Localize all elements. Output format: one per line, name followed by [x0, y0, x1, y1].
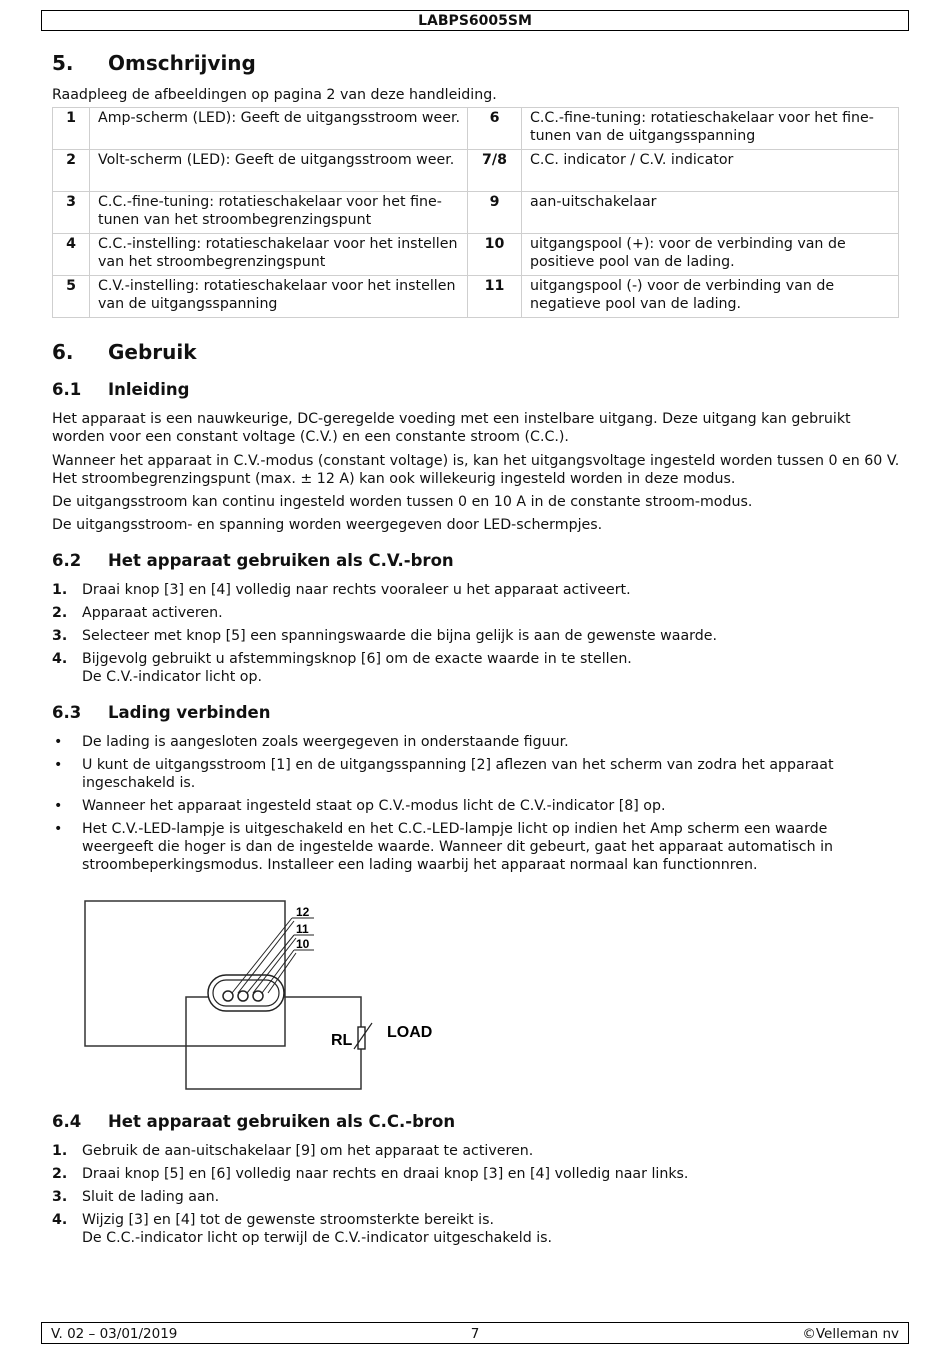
- rl-label: RL: [331, 1032, 353, 1049]
- item-description: C.C. indicator / C.V. indicator: [522, 150, 899, 192]
- step-text: Bijgevolg gebruikt u afstemmingsknop [6] om de exacte waarde in te stellen.: [82, 651, 632, 667]
- list-item: [52, 733, 902, 751]
- bullet-icon: •: [54, 821, 63, 837]
- step-text: Selecteer met knop [5] een spanningswaarde die bijna gelijk is aan de gewenste waarde.: [82, 628, 717, 644]
- paragraph: Het apparaat is een nauwkeurige, DC-geregelde voeding met een instelbare uitgang. Deze uitgang kan gebruikt worden voor een constant voltage (C.V.) en een constante stroom (C.C.).: [52, 411, 851, 445]
- step-number: 3.: [52, 1189, 68, 1205]
- table-row: [53, 150, 899, 192]
- subsection-title: Inleiding: [108, 380, 190, 399]
- subsection-number: 6.1: [52, 380, 82, 399]
- list-item: [52, 820, 902, 874]
- item-number: 6: [468, 108, 522, 150]
- step-number: 1.: [52, 582, 68, 598]
- paragraph: De uitgangsstroom kan continu ingesteld worden tussen 0 en 10 A in de constante stroom-modus.: [52, 494, 753, 510]
- version-date: V. 02 – 03/01/2019: [51, 1326, 178, 1342]
- step-text-continued: De C.V.-indicator licht op.: [82, 669, 262, 685]
- item-description: uitgangspool (-) voor de verbinding van de negatieve pool van de lading.: [522, 276, 899, 318]
- subsection-title: Het apparaat gebruiken als C.V.-bron: [108, 551, 454, 570]
- step-text: Apparaat activeren.: [82, 605, 223, 621]
- step-text: Sluit de lading aan.: [82, 1189, 220, 1205]
- subsection-number: 6.4: [52, 1112, 82, 1131]
- page-number: 7: [470, 1326, 480, 1342]
- table-row: [53, 234, 899, 276]
- item-description: C.V.-instelling: rotatieschakelaar voor het instellen van de uitgangsspanning: [90, 276, 468, 318]
- list-item: [52, 1211, 902, 1247]
- table-row: [53, 108, 899, 150]
- label-12: 12: [296, 905, 310, 919]
- page-header: [41, 10, 909, 31]
- section-6-heading: [52, 340, 197, 364]
- page-footer: [41, 1322, 909, 1344]
- subsection-number: 6.2: [52, 551, 82, 570]
- item-number: 4: [53, 234, 90, 276]
- item-number: 10: [468, 234, 522, 276]
- document-title: LABPS6005SM: [418, 13, 532, 29]
- list-item: [52, 1165, 902, 1183]
- bullet-icon: •: [54, 798, 63, 814]
- item-description: C.C.-fine-tuning: rotatieschakelaar voor het fine-tunen van de uitgangsspanning: [522, 108, 899, 150]
- bullet-text: De lading is aangesloten zoals weergegeven in onderstaande figuur.: [82, 734, 569, 750]
- step-text: Gebruik de aan-uitschakelaar [9] om het apparaat te activeren.: [82, 1143, 534, 1159]
- label-10: 10: [296, 937, 310, 951]
- terminal-10: [253, 991, 263, 1001]
- step-number: 4.: [52, 651, 68, 667]
- bullet-text: Wanneer het apparaat ingesteld staat op C.V.-modus licht de C.V.-indicator [8] op.: [82, 798, 666, 814]
- steps-list: [52, 1142, 902, 1252]
- step-number: 2.: [52, 605, 68, 621]
- list-item: [52, 1142, 902, 1160]
- bullet-text: U kunt de uitgangsstroom [1] en de uitgangsspanning [2] aflezen van het scherm van zodra het apparaat ingeschakeld is.: [82, 757, 834, 791]
- item-number: 11: [468, 276, 522, 318]
- subsection-number: 6.3: [52, 703, 82, 722]
- copyright: ©Velleman nv: [802, 1326, 899, 1342]
- table-row: [53, 192, 899, 234]
- subsection-6-3-heading: [52, 703, 270, 723]
- item-number: 5: [53, 276, 90, 318]
- bullet-list: [52, 733, 902, 879]
- item-description: Amp-scherm (LED): Geeft de uitgangsstroom weer.: [90, 108, 468, 150]
- list-item: [52, 797, 902, 815]
- step-number: 4.: [52, 1212, 68, 1228]
- section-number: 6.: [52, 340, 74, 364]
- subsection-6-1-heading: [52, 380, 189, 400]
- step-number: 3.: [52, 628, 68, 644]
- steps-list: [52, 581, 902, 691]
- terminal-12: [223, 991, 233, 1001]
- item-number: 9: [468, 192, 522, 234]
- table-row: [53, 276, 899, 318]
- item-description: Volt-scherm (LED): Geeft de uitgangsstroom weer.: [90, 150, 468, 192]
- item-number: 7/8: [468, 150, 522, 192]
- load-label: LOAD: [387, 1024, 433, 1041]
- section-5-heading: [52, 51, 256, 75]
- step-text: Draai knop [5] en [6] volledig naar rechts en draai knop [3] en [4] volledig naar links.: [82, 1166, 689, 1182]
- list-item: [52, 604, 902, 622]
- bullet-text: Het C.V.-LED-lampje is uitgeschakeld en het C.C.-LED-lampje licht op indien het Amp scherm een waarde weergeeft die hoger is dan de ingestelde waarde. Wanneer dit gebeurt, gaat het apparaat automatisch in stroombeperkingsmodus. Installeer een lading waarbij het apparaat normaal kan functionnren.: [82, 821, 834, 873]
- section-5-intro: Raadpleeg de afbeeldingen op pagina 2 van deze handleiding.: [52, 87, 497, 103]
- item-description: uitgangspool (+): voor de verbinding van de positieve pool van de lading.: [522, 234, 899, 276]
- list-item: [52, 627, 902, 645]
- terminal-11: [238, 991, 248, 1001]
- step-text: Draai knop [3] en [4] volledig naar rechts vooraleer u het apparaat activeert.: [82, 582, 631, 598]
- load-connection-diagram: [82, 893, 452, 1093]
- description-table: [52, 107, 899, 318]
- section-number: 5.: [52, 51, 74, 75]
- item-number: 1: [53, 108, 90, 150]
- section-title: Omschrijving: [108, 51, 256, 75]
- subsection-title: Lading verbinden: [108, 703, 271, 722]
- subsection-6-2-heading: [52, 551, 454, 571]
- item-number: 2: [53, 150, 90, 192]
- item-description: C.C.-instelling: rotatieschakelaar voor het instellen van het stroombegrenzingspunt: [90, 234, 468, 276]
- step-text: Wijzig [3] en [4] tot de gewenste stroomsterkte bereikt is.: [82, 1212, 495, 1228]
- step-number: 1.: [52, 1143, 68, 1159]
- subsection-title: Het apparaat gebruiken als C.C.-bron: [108, 1112, 456, 1131]
- list-item: [52, 581, 902, 599]
- subsection-6-4-heading: [52, 1112, 455, 1132]
- list-item: [52, 1188, 902, 1206]
- label-11: 11: [296, 922, 309, 936]
- bullet-icon: •: [54, 757, 63, 773]
- bullet-icon: •: [54, 734, 63, 750]
- list-item: [52, 756, 902, 792]
- item-number: 3: [53, 192, 90, 234]
- item-description: C.C.-fine-tuning: rotatieschakelaar voor het fine-tunen van het stroombegrenzingspunt: [90, 192, 468, 234]
- item-description: aan-uitschakelaar: [522, 192, 899, 234]
- step-number: 2.: [52, 1166, 68, 1182]
- step-text-continued: De C.C.-indicator licht op terwijl de C.V.-indicator uitgeschakeld is.: [82, 1230, 553, 1246]
- section-title: Gebruik: [108, 340, 197, 364]
- paragraph: De uitgangsstroom- en spanning worden weergegeven door LED-schermpjes.: [52, 517, 603, 533]
- power-supply-outline: [85, 901, 285, 1046]
- list-item: [52, 650, 902, 686]
- paragraph: Wanneer het apparaat in C.V.-modus (constant voltage) is, kan het uitgangsvoltage ingesteld worden tussen 0 en 60 V. Het stroombegrenzingspunt (max. ± 12 A) kan ook willekeurig ingesteld worden in deze modus.: [52, 453, 900, 487]
